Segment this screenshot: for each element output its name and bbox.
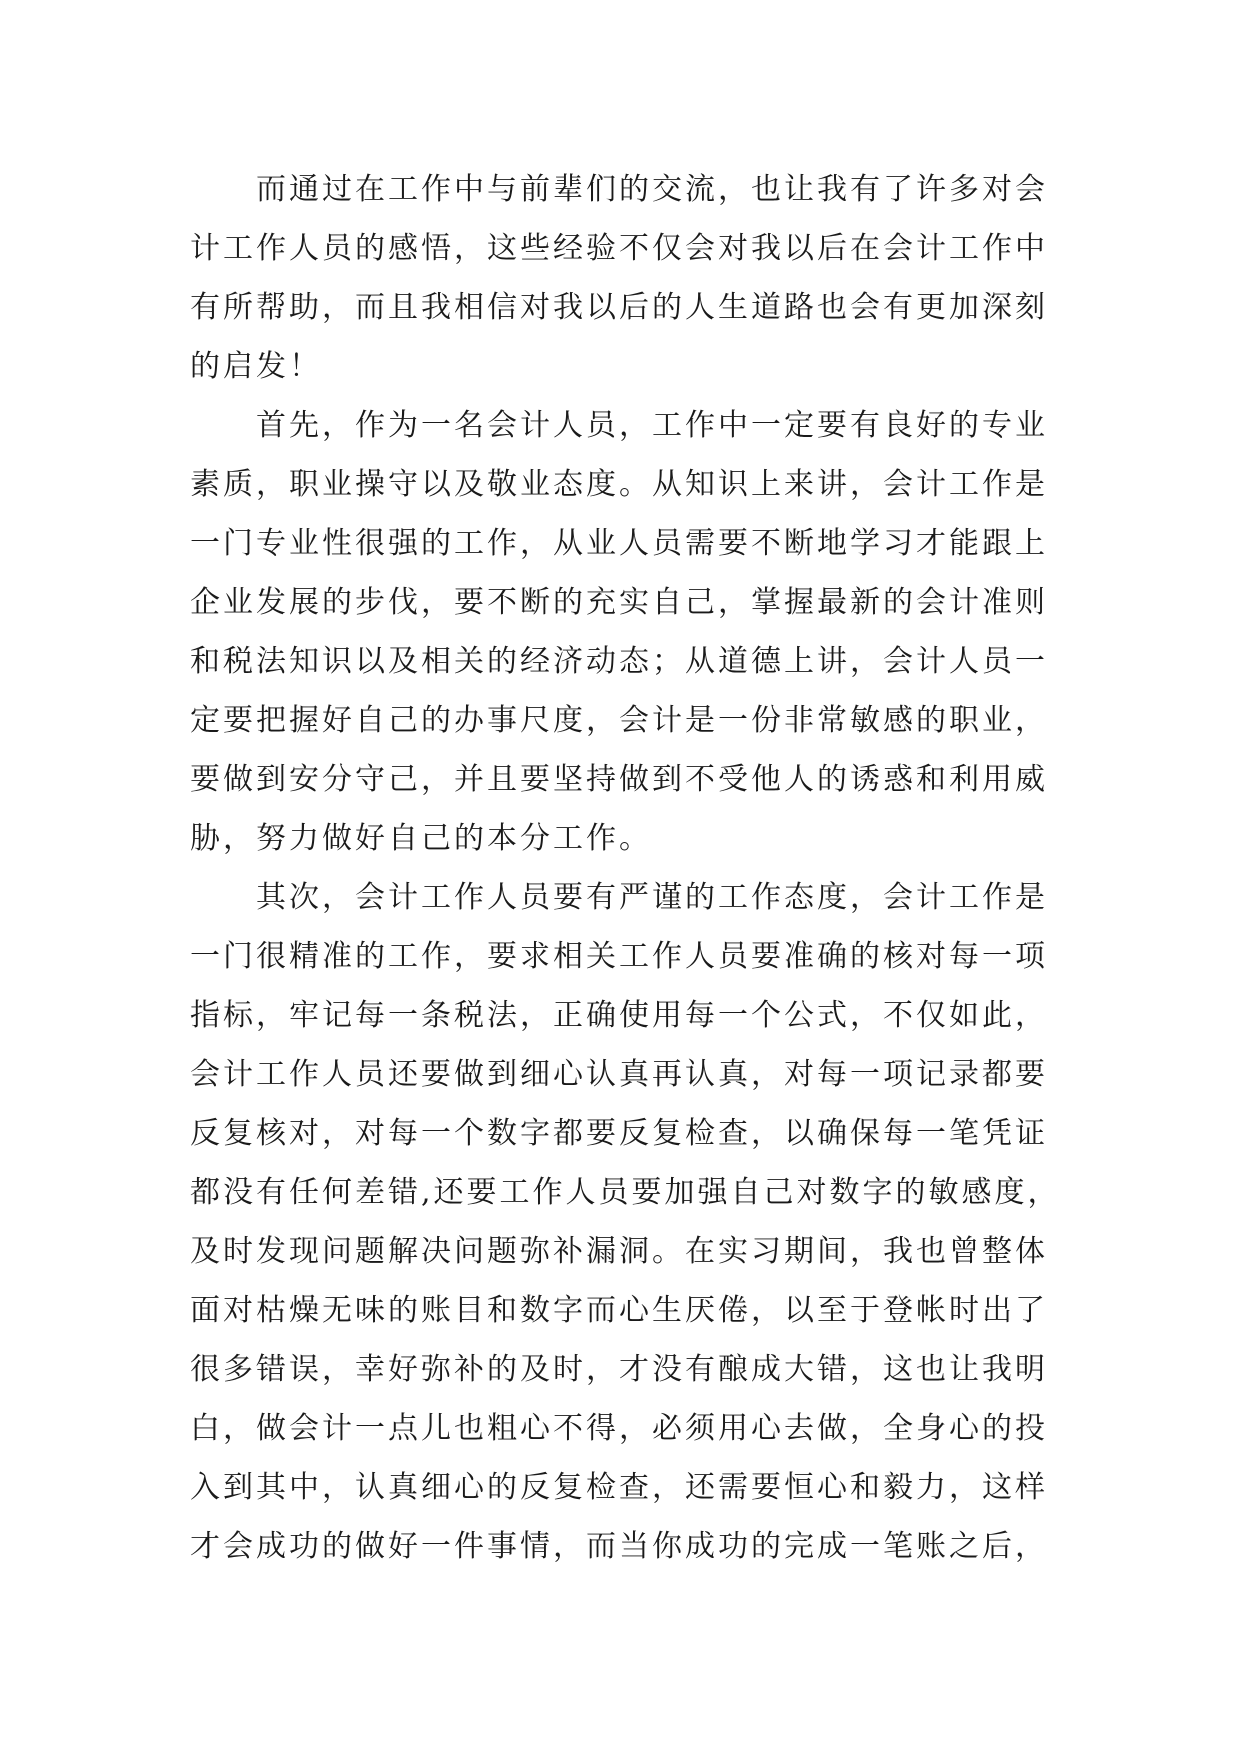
text-line: 有所帮助，而且我相信对我以后的人生道路也会有更加深刻	[190, 290, 1048, 325]
text-line: 一门很精准的工作，要求相关工作人员要准确的核对每一项	[190, 939, 1048, 974]
text-line: 胁，努力做好自己的本分工作。	[190, 821, 652, 856]
text-line: 其次，会计工作人员要有严谨的工作态度，会计工作是	[256, 880, 1048, 915]
text-line: 指标，牢记每一条税法，正确使用每一个公式，不仅如此，	[190, 998, 1048, 1033]
text-line: 都没有任何差错,还要工作人员要加强自己对数字的敏感度，	[190, 1175, 1061, 1210]
text-line: 计工作人员的感悟，这些经验不仅会对我以后在会计工作中	[190, 231, 1048, 266]
text-line: 和税法知识以及相关的经济动态；从道德上讲，会计人员一	[190, 644, 1048, 679]
text-line: 而通过在工作中与前辈们的交流，也让我有了许多对会	[256, 172, 1048, 207]
text-line: 素质，职业操守以及敬业态度。从知识上来讲，会计工作是	[190, 467, 1048, 502]
text-line: 及时发现问题解决问题弥补漏洞。在实习期间，我也曾整体	[190, 1234, 1048, 1269]
text-line: 反复核对，对每一个数字都要反复检查，以确保每一笔凭证	[190, 1116, 1048, 1151]
text-line: 要做到安分守己，并且要坚持做到不受他人的诱惑和利用威	[190, 762, 1048, 797]
text-line: 的启发！	[190, 349, 322, 384]
paragraph-3	[190, 868, 1070, 1576]
text-line: 白，做会计一点儿也粗心不得，必须用心去做，全身心的投	[190, 1411, 1048, 1446]
text-line: 定要把握好自己的办事尺度，会计是一份非常敏感的职业，	[190, 703, 1048, 738]
text-line: 企业发展的步伐，要不断的充实自己，掌握最新的会计准则	[190, 585, 1048, 620]
text-line: 首先，作为一名会计人员，工作中一定要有良好的专业	[256, 408, 1048, 443]
text-line: 一门专业性很强的工作，从业人员需要不断地学习才能跟上	[190, 526, 1048, 561]
text-line: 面对枯燥无味的账目和数字而心生厌倦，以至于登帐时出了	[190, 1293, 1048, 1328]
text-line: 会计工作人员还要做到细心认真再认真，对每一项记录都要	[190, 1057, 1048, 1092]
text-line: 很多错误，幸好弥补的及时，才没有酿成大错，这也让我明	[190, 1352, 1048, 1387]
text-line: 入到其中，认真细心的反复检查，还需要恒心和毅力，这样	[190, 1470, 1048, 1505]
paragraph-2	[190, 396, 1070, 868]
text-line: 才会成功的做好一件事情，而当你成功的完成一笔账之后，	[190, 1529, 1048, 1564]
body-text	[190, 160, 1070, 1576]
paragraph-1	[190, 160, 1070, 396]
